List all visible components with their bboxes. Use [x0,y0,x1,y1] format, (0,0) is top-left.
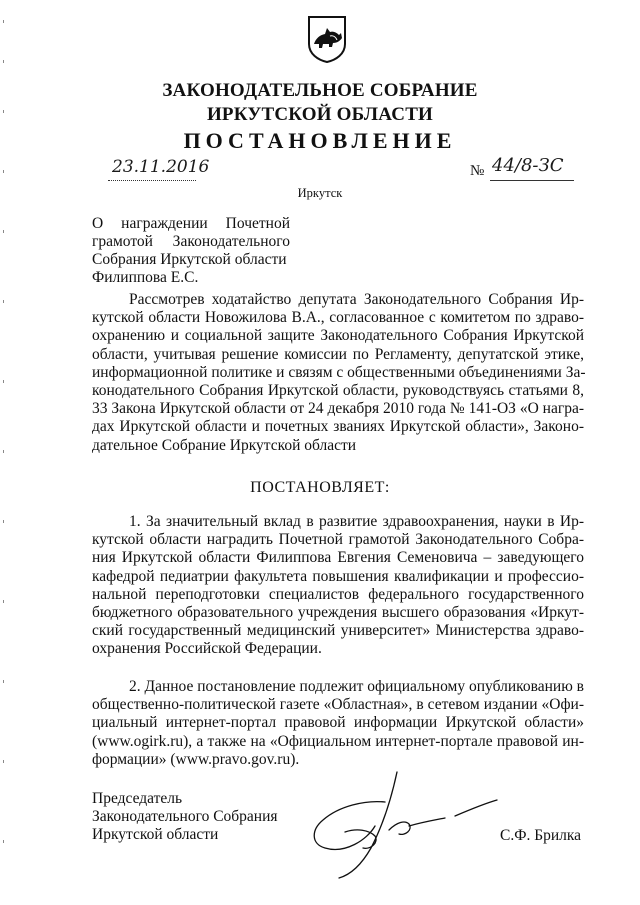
item-2-paragraph [92,678,584,769]
text-line: (www.ogirk.ru), а также на «Официальном интернет-портале правовой ин- [92,732,584,750]
number-sign: № [470,163,485,179]
text-line: охранению и социальной защите Законодательного Собрания Иркутской [92,327,584,345]
item-1-paragraph [92,513,584,659]
number-underline [490,180,574,181]
text-line: охранения Российской Федерации. [92,640,322,658]
text-line: области, учитывая решение комиссии по Регламенту, депутатской этике, [92,345,584,363]
preamble-paragraph [92,291,584,455]
signatory-name: С.Ф. Брилка [500,827,582,844]
text-line: конодательного Собрания Иркутской области, руководствуясь статьями 8, [92,382,584,400]
date-underline [108,180,196,181]
text-line: ский государственный медицинский университет» Министерства здраво- [92,622,584,640]
signatory-title-line: Законодательного Собрания [92,808,278,825]
org-name-line-2: ИРКУТСКОЙ ОБЛАСТИ [206,104,434,125]
text-line: бюджетного образовательного учреждения высшего образования «Иркут- [92,604,584,622]
text-line: дах Иркутской области и почетных званиях Иркутской области», Законо- [92,418,584,436]
text-line: ния Иркутской области Филиппова Евгения Семеновича – заведующего [92,549,584,567]
document-date: 23.11.2016 [112,157,210,177]
document-number: 44/8-ЗС [492,155,564,176]
org-name-line-1: ЗАКОНОДАТЕЛЬНОЕ СОБРАНИЕ [162,80,478,101]
subject-line: О награждении Почетной [92,215,290,232]
text-line: формации» (www.pravo.gov.ru). [92,750,300,768]
text-line: 2. Данное постановление подлежит официальному опубликованию в [129,678,584,695]
text-line: кутской области наградить Почетной грамотой Законодательного Собра- [92,531,584,549]
text-line: 33 Закона Иркутской области от 24 декабря 2010 года № 141-ОЗ «О награ- [92,400,584,418]
text-line: дательное Собрание Иркутской области [92,436,357,454]
text-line: 1. За значительный вклад в развитие здравоохранения, науки в Ир- [129,513,584,530]
text-line: информационной политике и связям с общественными объединениями За- [92,363,586,381]
irkutsk-coat-of-arms-icon [306,14,348,64]
handwritten-signature [305,770,505,890]
text-line: циальный интернет-портал правовой информации Иркутской области» [92,714,584,732]
subject-line: Собрания Иркутской области [92,251,287,268]
text-line: кутской области Новожилова В.А., согласованное с комитетом по здраво- [92,309,584,327]
decree-heading: ПОСТАНОВЛЯЕТ: [250,479,390,496]
subject-line: Филиппова Е.С. [92,269,199,286]
text-line: Рассмотрев ходатайство депутата Законодательного Собрания Ир- [129,291,584,308]
document-type-title: ПОСТАНОВЛЕНИЕ [183,128,457,153]
text-line: общественно-политической газете «Областная», в сетевом издании «Офи- [92,696,584,714]
signatory-title-line: Председатель [92,790,183,807]
signatory-title [92,790,278,844]
signatory-title-line: Иркутской области [92,826,219,843]
text-line: кафедрой педиатрии факультета повышения квалификации и профессио- [92,567,584,585]
subject-line: грамотой Законодательного [92,233,290,250]
text-line: нальной переподготовки специалистов федерального государственного [92,585,584,603]
city-name: Иркутск [297,186,343,200]
subject-block [92,215,290,287]
